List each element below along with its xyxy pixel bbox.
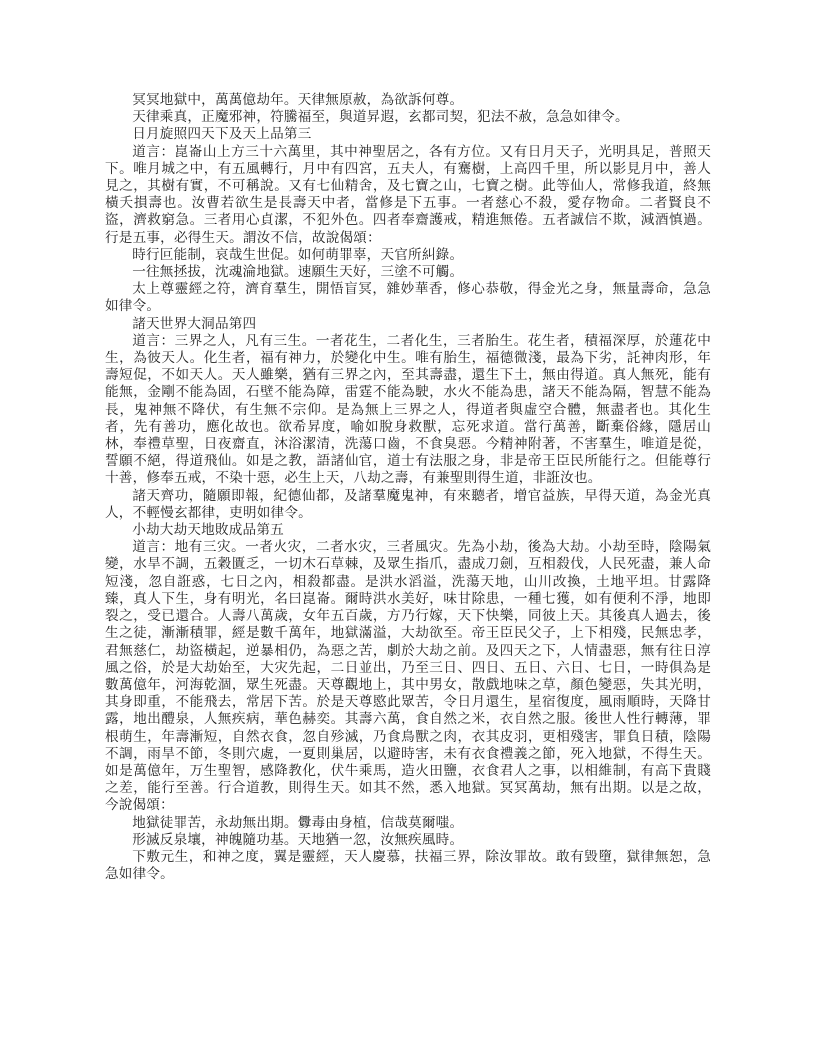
prose-paragraph: 下敷元生，和神之度，翼是靈經，天人慶慕，扶福三界，除汝罪故。敢有毀墮，獄律無恕，急急如律令。 <box>105 848 711 883</box>
chapter-title: 小劫大劫天地敗成品第五 <box>132 522 284 539</box>
prose-paragraph: 諸天齊功，隨願即報，紀德仙都，及諸羣魔鬼神，有來聽者，增官益族，早得天道，為金光真人，不輕慢玄都律，吏明如律令。 <box>105 487 711 521</box>
prose-paragraph: 道言：崑崙山上方三十六萬里，其中神聖居之，各有方位。又有日月天子，光明具足，普照天下。唯月城之中，有五風轉行，月中有四宮，五夫人，有騫樹，上高四千里，所以影見月中，善人見之，其樹有實，不可稱說。又有七仙精舍，及七寶之山，七寶之樹。此等仙人，常修我道，終無橫夭損壽也。汝曹若欲生是長壽天中者，當修是下五事。一者慈心不殺，愛存物命。二者賢良不盜，濟救窮急。三者用心貞潔，不犯外色。四者奉齋護戒，精進無倦。五者誠信不欺，減酒慎過。行是五事，必得生天。謂汝不信，故說偈頌： <box>105 143 711 246</box>
verse-line: 一往無拯拔，沈魂淪地獄。速願生天好，三塗不可觸。 <box>132 264 464 281</box>
prose-paragraph: 太上尊靈經之符，濟育羣生，開悟盲冥，雜妙華香，修心恭敬，得金光之身，無量壽命，急急如律令。 <box>105 281 711 315</box>
prose-paragraph: 天律乘真，正魔邪神，符騰福至，與道昇遐，玄都司契，犯法不赦，急急如律令。 <box>132 109 629 126</box>
chapter-title: 日月旋照四天下及天上品第三 <box>132 126 312 143</box>
prose-paragraph: 道言：地有三灾。一者火灾，二者水灾，三者風灾。先為小劫，後為大劫。小劫至時，陰陽氣變，水旱不調，五穀匱乏，一切木石草棘，及眾生指爪，盡成刀劍，互相殺伐，人民死盡，兼人命短淺，忽自誑惑，七日之內，相殺都盡。是洪水滔溢，洗蕩天地，山川改換，土地平坦。甘露降臻，真人下生，身有明光，名曰崑崙。爾時洪水美好，味甘除患，一種七獲，如有便利不淨，地即裂之，受已還合。人壽八萬歲，女年五百歲，方乃行嫁，天下快樂，同彼上天。其後真人過去，後生之徒，漸漸積罪，經是數千萬年，地獄滿溢，大劫欲至。帝王臣民父子，上下相殘，民無忠孝，君無慈仁，劫盜橫起，逆暴相仍，為惡之苦，劇於大劫之前。及四天之下，人情盡惡，無有往日淳風之俗，於是大劫始至，大灾先起，二日並出，乃至三日、四日、五日、六日、七日，一時俱為是數萬億年，河海乾涸，眾生死盡。天尊觀地上，其中男女，散戲地味之草，顏色變惡，失其光明，其身即重，不能飛去，常居下苦。於是天尊愍此眾苦，令日月還生，星宿復度，風雨順時，天降甘露，地出醴泉，人無疾病，華色赫奕。其壽六萬，食自然之米，衣自然之服。後世人性行轉薄，罪根萌生，年壽漸短，自然衣食，忽自殄滅，乃食鳥獸之肉，衣其皮羽，更相殘害，罪負日積，陰陽不調，雨旱不節，冬則穴處，一夏則巢居，以避時害，未有衣食禮義之節，死入地獄，不得生天。如是萬億年，万生聖智，感降教化，伏牛乘馬，造火田鹽，衣食君人之事，以相維制，有高下貴賤之差，能行至善。行合道教，則得生天。如其不然，悉入地獄。冥冥萬劫，無有出期。以是之故，今說偈頌： <box>105 539 711 814</box>
verse-line: 地獄徒罪苦，永劫無出期。釁毒由身植，信哉莫爾嗤。 <box>132 814 464 831</box>
scripture-text-block <box>105 92 711 883</box>
verse-line: 冥冥地獄中，萬萬億劫年。天律無原赦，為欲訴何尊。 <box>132 92 464 108</box>
prose-paragraph: 道言：三界之人，凡有三生。一者花生，二者化生，三者胎生。花生者，積福深厚，於蓮花中生，為彼天人。化生者，福有神力，於變化中生。唯有胎生，福德微淺，最為下劣，託神肉形，年壽短促，不如天人。天人雖樂，猶有三界之內，至其壽盡，還生下土，無由得道。真人無死，能有能無，金剛不能為固，石壁不能為障，雷霆不能為駛，水火不能為患，諸天不能為隔，智慧不能為長，鬼神無不降伏，有生無不宗仰。是為無上三界之人，得道者與虛空合體，無盡者也。其化生者，先有善功，應化故也。欲希昇度，喻如脫身救獸，忘死求道。當行萬善，斷棄俗緣，隱居山林，奉禮草聖，日夜齋直，沐浴潔清，洗蕩口齒，不食臭惡。今精神附著，不害羣生，唯道是從，誓願不絕，得道飛仙。如是之教，語諸仙官，道士有法服之身，非是帝王臣民所能行之。但能尊行十善，修奉五戒，不染十惡，必生上天，八劫之壽，有兼聖則得生道，非誑汝也。 <box>105 332 711 487</box>
chapter-title: 諸天世界大洞品第四 <box>132 315 257 332</box>
verse-line: 時行叵能制，哀哉生世促。如何萌罪辜，天官所糾錄。 <box>132 246 464 263</box>
verse-line: 形滅反泉壤，神魄隨功基。天地猶一忽，汝無疾風時。 <box>132 831 464 848</box>
